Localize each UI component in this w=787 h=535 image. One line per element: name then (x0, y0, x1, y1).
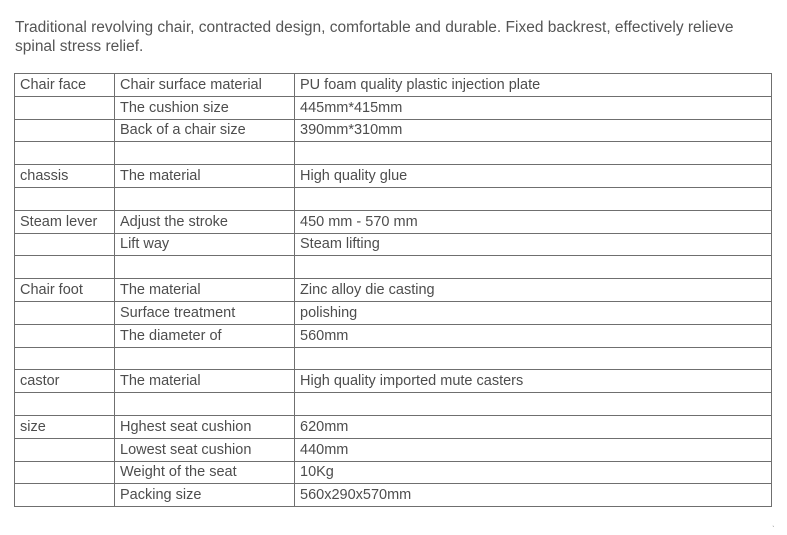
attribute-cell: The diameter of (115, 324, 295, 347)
table-row (15, 279, 772, 302)
value-cell (295, 256, 772, 279)
table-row (15, 484, 772, 507)
table-row-spacer (15, 142, 772, 165)
attribute-cell (115, 187, 295, 210)
value-cell: 10Kg (295, 461, 772, 484)
attribute-cell (115, 256, 295, 279)
category-cell (15, 233, 115, 256)
spec-table (14, 73, 772, 507)
attribute-cell: Chair surface material (115, 74, 295, 97)
value-cell (295, 393, 772, 416)
table-row (15, 438, 772, 461)
category-cell (15, 301, 115, 324)
table-row (15, 165, 772, 188)
attribute-cell (115, 142, 295, 165)
category-cell (15, 484, 115, 507)
value-cell (295, 142, 772, 165)
value-cell: Steam lifting (295, 233, 772, 256)
attribute-cell: Hghest seat cushion (115, 415, 295, 438)
attribute-cell: Lowest seat cushion (115, 438, 295, 461)
category-cell: chassis (15, 165, 115, 188)
table-row (15, 415, 772, 438)
table-row-spacer (15, 187, 772, 210)
value-cell: 390mm*310mm (295, 119, 772, 142)
table-row (15, 74, 772, 97)
value-cell: polishing (295, 301, 772, 324)
table-row (15, 233, 772, 256)
category-cell: size (15, 415, 115, 438)
table-row-spacer (15, 393, 772, 416)
attribute-cell (115, 347, 295, 370)
table-row-spacer (15, 256, 772, 279)
category-cell (15, 96, 115, 119)
table-row (15, 370, 772, 393)
table-row (15, 461, 772, 484)
attribute-cell (115, 393, 295, 416)
value-cell (295, 347, 772, 370)
value-cell: Zinc alloy die casting (295, 279, 772, 302)
category-cell (15, 142, 115, 165)
attribute-cell: The material (115, 370, 295, 393)
value-cell (295, 187, 772, 210)
category-cell: Chair face (15, 74, 115, 97)
value-cell: High quality imported mute casters (295, 370, 772, 393)
attribute-cell: Weight of the seat (115, 461, 295, 484)
intro-text: Traditional revolving chair, contracted design, comfortable and durable. Fixed backrest, effectively relieve spinal stress relief. (15, 19, 734, 55)
category-cell (15, 119, 115, 142)
category-cell (15, 187, 115, 210)
category-cell: Steam lever (15, 210, 115, 233)
table-row-spacer (15, 347, 772, 370)
category-cell (15, 324, 115, 347)
table-row (15, 119, 772, 142)
attribute-cell: The cushion size (115, 96, 295, 119)
attribute-cell: The material (115, 165, 295, 188)
attribute-cell: Packing size (115, 484, 295, 507)
attribute-cell: Back of a chair size (115, 119, 295, 142)
category-cell (15, 256, 115, 279)
attribute-cell: The material (115, 279, 295, 302)
category-cell: Chair foot (15, 279, 115, 302)
attribute-cell: Lift way (115, 233, 295, 256)
spec-table-body (15, 74, 772, 507)
value-cell: 450 mm - 570 mm (295, 210, 772, 233)
table-row (15, 96, 772, 119)
category-cell (15, 438, 115, 461)
value-cell: High quality glue (295, 165, 772, 188)
value-cell: 440mm (295, 438, 772, 461)
table-row (15, 324, 772, 347)
corner-mark: ˎ (772, 517, 775, 527)
table-row (15, 301, 772, 324)
attribute-cell: Surface treatment (115, 301, 295, 324)
value-cell: 445mm*415mm (295, 96, 772, 119)
value-cell: 620mm (295, 415, 772, 438)
value-cell: 560x290x570mm (295, 484, 772, 507)
value-cell: 560mm (295, 324, 772, 347)
category-cell: castor (15, 370, 115, 393)
value-cell: PU foam quality plastic injection plate (295, 74, 772, 97)
category-cell (15, 461, 115, 484)
table-row (15, 210, 772, 233)
attribute-cell: Adjust the stroke (115, 210, 295, 233)
category-cell (15, 393, 115, 416)
category-cell (15, 347, 115, 370)
